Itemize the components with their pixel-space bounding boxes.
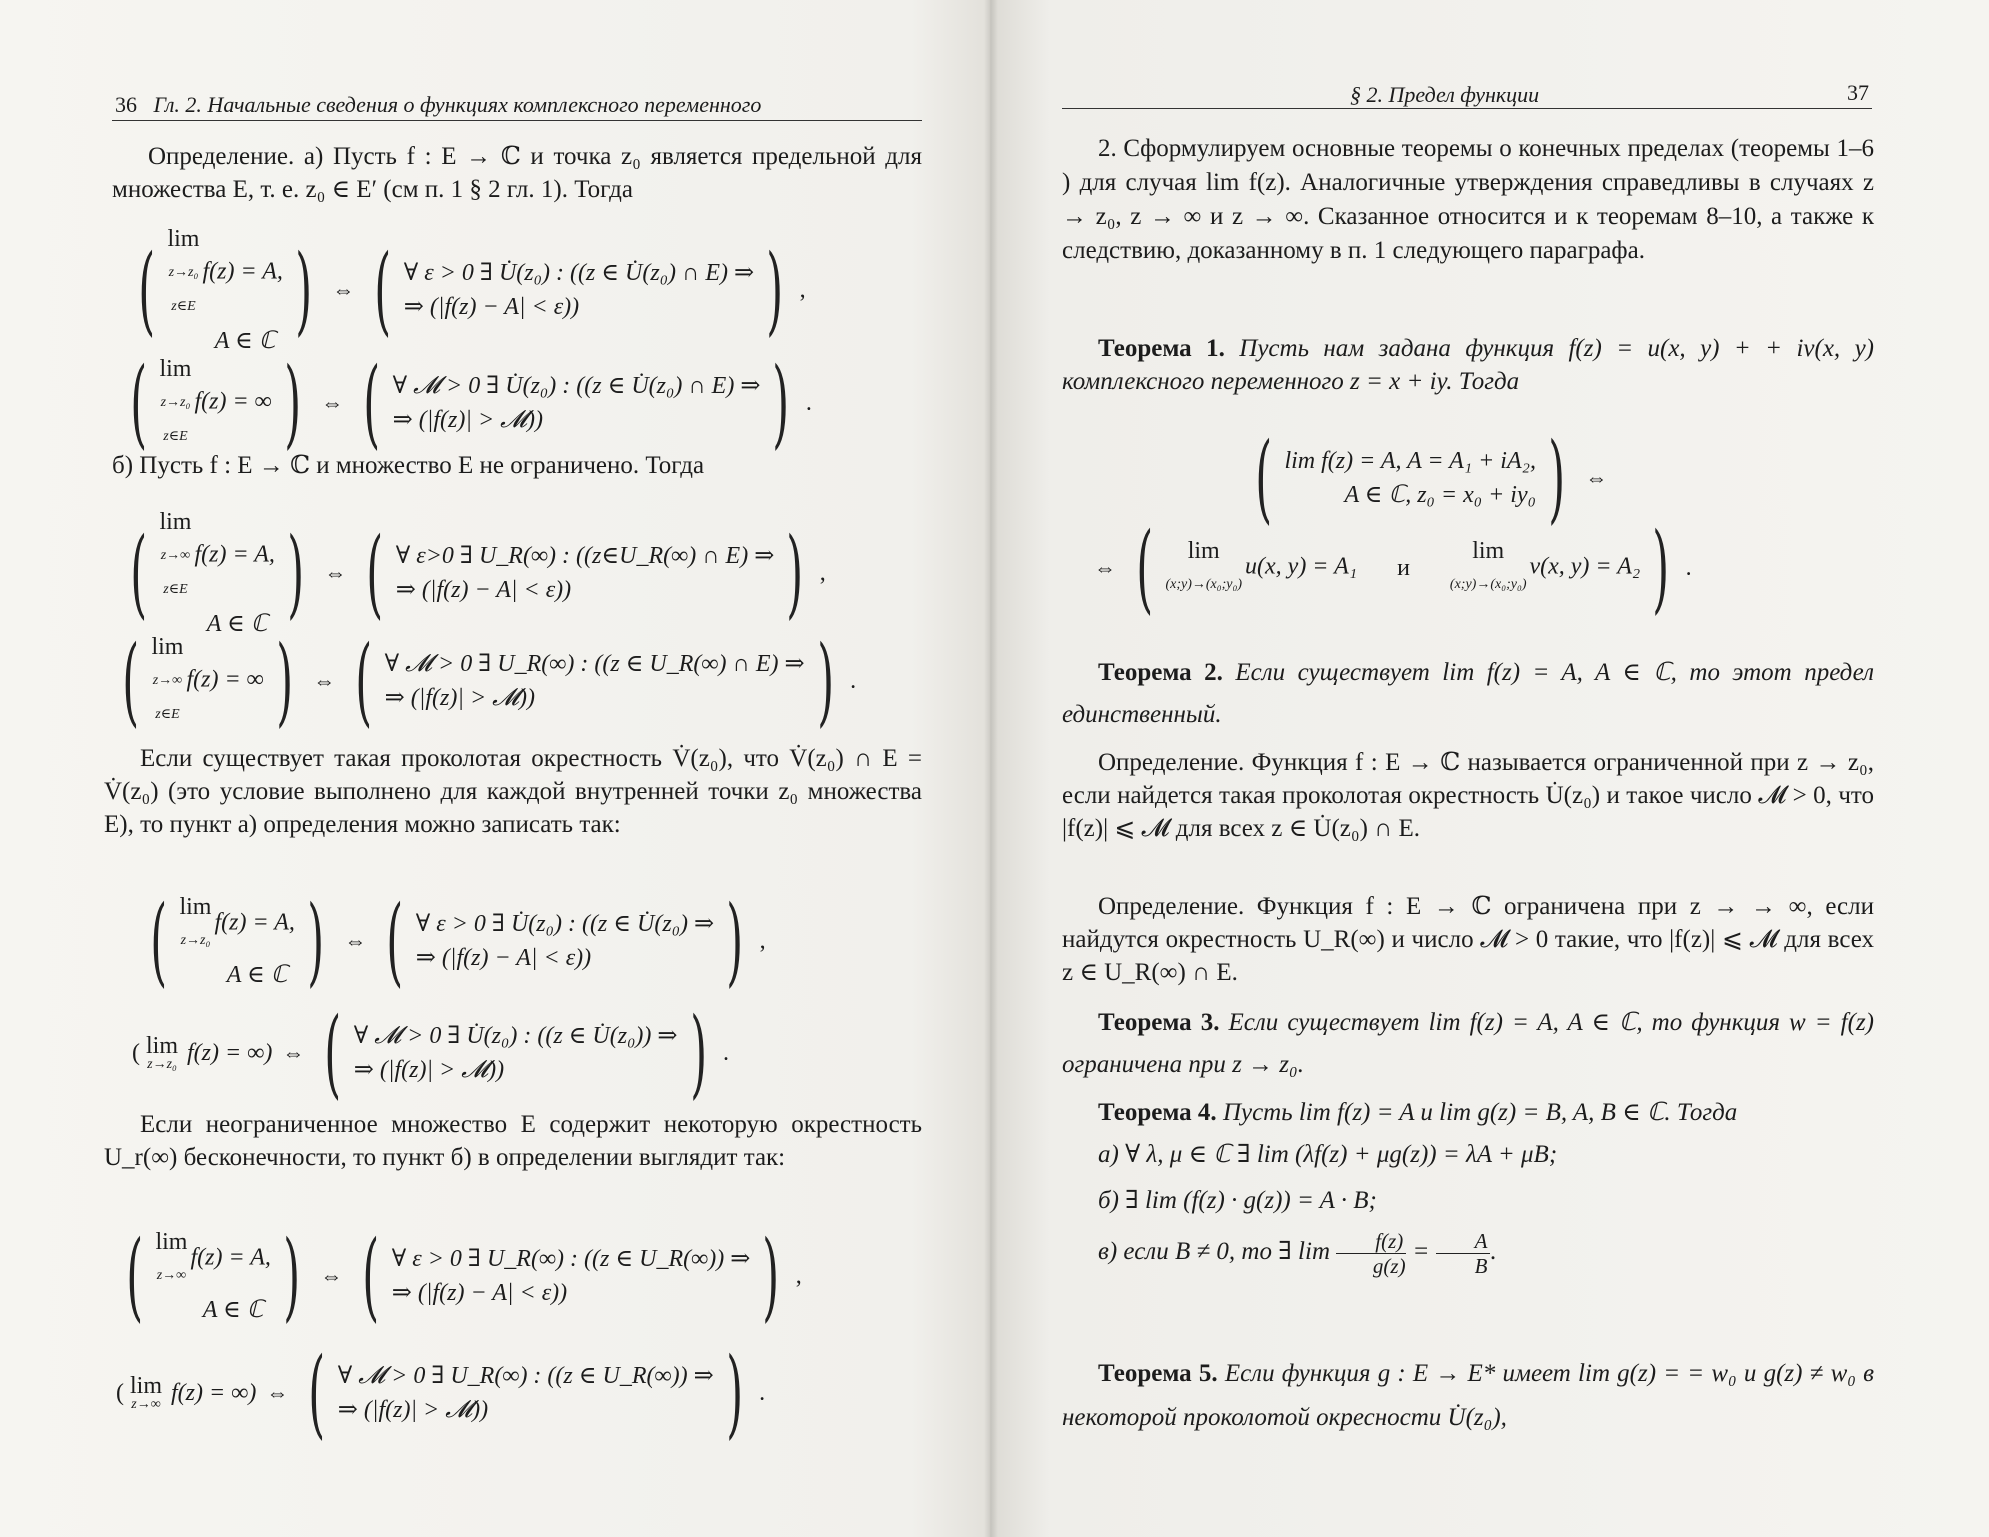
formula-2: ( lim z→z₀ z∈E f(z) = ∞ ) ⇔ ( ∀ 𝓜 > 0 ∃ U̇(z₀) : ((z ∈ U̇(z₀) ∩ E) ⇒ ⇒ (|f(z)| > 𝓜)) ) . — [130, 347, 812, 459]
theorem-1-formula-top: ( lim f(z) = A, A = A₁ + iA₂, A ∈ ℂ, z₀ = x₀ + iy₀ ) ⇔ — [1255, 422, 1608, 534]
left-running-title: Гл. 2. Начальные сведения о функциях комплексного переменного — [153, 92, 762, 117]
theorem-4: Теорема 4. Пусть lim f(z) = A и lim g(z) = B, A, B ∈ ℂ. Тогда а) ∀ λ, μ ∈ ℂ ∃ lim (λf(z) + μg(z)) = λA + μB; б) ∃ lim (f(z) · g(z)) = A · B; в) если B ≠ 0, то ∃ lim $\frac{f(z)}{g(z)}$ = $\frac{A}{B}$ . — [1062, 1094, 1874, 1280]
book-gutter — [984, 0, 998, 1537]
left-paragraph-1 — [112, 140, 922, 206]
left-paragraph-3 — [104, 742, 922, 841]
right-page-number: 37 — [1847, 80, 1869, 105]
right-head-rule — [1062, 108, 1872, 109]
formula-8: ( lim z→∞ f(z) = ∞) ⇔ ( ∀ 𝓜 > 0 ∃ U_R(∞) : ((z ∈ U_R(∞)) ⇒ ⇒ (|f(z)| > 𝓜)) ) . — [116, 1337, 766, 1449]
left-head-rule — [112, 120, 922, 121]
theorem-3: Теорема 3. Если существует lim f(z) = A, A ∈ ℂ, то функция w = f(z) ограничена при z → z₀. — [1062, 1009, 1875, 1078]
left-page-number: 36 — [115, 92, 137, 117]
left-paragraph-2 — [112, 449, 922, 482]
right-paragraph-1 — [1062, 132, 1874, 268]
unbounded-set-text: Если неограниченное множество E содержит некоторую окрестность U_r(∞) бесконечности, то пункт б) в определении выглядит так: — [104, 1111, 922, 1171]
theorem-4-item-c: в) если B ≠ 0, то ∃ lim $\frac{f(z)}{g(z)}$ = $\frac{A}{B}$ . — [1098, 1228, 1497, 1278]
definition-b-text: б) Пусть f : E → ℂ и множество E не ограничено. Тогда — [112, 452, 705, 479]
formula-7: ( lim z→∞ f(z) = A, A ∈ ℂ ) ⇔ ( ∀ ε > 0 ∃ U_R(∞) : ((z ∈ U_R(∞)) ⇒ ⇒ (|f(z) − A| < ε)) ) , — [126, 1220, 802, 1332]
theorem-4-item-b: б) ∃ lim (f(z) · g(z)) = A · B; — [1098, 1187, 1377, 1214]
theorem-4-item-a: а) ∀ λ, μ ∈ ℂ ∃ lim (λf(z) + μg(z)) = λA + μB; — [1098, 1141, 1558, 1168]
left-page — [0, 0, 990, 1537]
formula-1: ( lim z→z₀ z∈E f(z) = A, A ∈ ℂ ) ⇔ ( ∀ ε > 0 ∃ U̇(z₀) : ((z ∈ U̇(z₀) ∩ E) ⇒ ⇒ (|f(z) − A| < ε)) ) , — [138, 226, 806, 354]
theorem-2: Теорема 2. Если существует lim f(z) = A, A ∈ ℂ, то этот предел единственный. — [1062, 659, 1875, 728]
formula-4: ( lim z→∞ z∈E f(z) = ∞ ) ⇔ ( ∀ 𝓜 > 0 ∃ U_R(∞) : ((z ∈ U_R(∞) ∩ E) ⇒ ⇒ (|f(z)| > 𝓜)) ) . — [122, 625, 857, 737]
definition-a-text: Определение. а) Пусть f : E → ℂ и точка z₀ является предельной для множества E, т. е. z₀ ∈ E′ (см п. 1 § 2 гл. 1). Тогда — [112, 143, 922, 203]
left-running-head — [115, 92, 761, 118]
formula-3: ( lim z→∞ z∈E f(z) = A, A ∈ ℂ ) ⇔ ( ∀ ε>0 ∃ U_R(∞) : ((z∈U_R(∞) ∩ E) ⇒ ⇒ (|f(z) − A| < ε)) ) , — [130, 509, 826, 637]
definition-bounded-z0: Определение. Функция f : E → ℂ называется ограниченной при z → z₀, если найдется такая проколотая окрестность U̇(z₀) и такое число 𝓜 > 0, что |f(z)| ⩽ 𝓜 для всех z ∈ U̇(z₀) ∩ E. — [1062, 749, 1874, 842]
formula-5: ( lim z→z₀ f(z) = A, A ∈ ℂ ) ⇔ ( ∀ ε > 0 ∃ U̇(z₀) : ((z ∈ U̇(z₀) ⇒ ⇒ (|f(z) − A| < ε)) ) , — [150, 885, 766, 997]
definition-bounded-infinity: Определение. Функция f : E → ℂ ограничена при z → → ∞, если найдутся окрестность U_R(∞) и число 𝓜 > 0 такие, что |f(z)| ⩽ 𝓜 для всех z ∈ U_R(∞) ∩ E. — [1062, 893, 1874, 986]
finite-limits-intro: 2. Сформулируем основные теоремы о конечных пределах (теоремы 1–6 ) для случая lim f(z). Аналогичные утверждения справедливы в случаях z → z₀, z → ∞ и z → ∞. Сказанное относится и к теоремам 8–10, а также к следствию, доказанному в п. 1 следующего параграфа. — [1062, 135, 1874, 264]
left-paragraph-4 — [104, 1108, 922, 1174]
right-page — [990, 0, 1989, 1537]
theorem-1: Теорема 1. Пусть нам задана функция f(z) = u(x, y) + + iv(x, y) комплексного переменного z = x + iy. Тогда — [1062, 335, 1875, 395]
interior-point-text: Если существует такая проколотая окрестность V̇(z₀), что V̇(z₀) ∩ E = V̇(z₀) (это условие выполнено для каждой внутренней точки z₀ множества E), то пункт а) определения можно записать так: — [104, 745, 922, 838]
theorem-1-formula-bottom: ⇔ ( lim (x;y)→(x₀;y₀) u(x, y) = A₁ и lim (x;y)→(x₀;y₀) v(x, y) = A₂ ) . — [1094, 512, 1692, 624]
theorem-5: Теорема 5. Если функция g : E → E* имеет lim g(z) = = w₀ и g(z) ≠ w₀ в некоторой проколотой окресности U̇(z₀), — [1062, 1360, 1874, 1431]
right-running-title: § 2. Предел функции — [1350, 82, 1540, 107]
formula-6: ( lim z→z₀ f(z) = ∞) ⇔ ( ∀ 𝓜 > 0 ∃ U̇(z₀) : ((z ∈ U̇(z₀)) ⇒ ⇒ (|f(z)| > 𝓜)) ) . — [132, 997, 729, 1109]
